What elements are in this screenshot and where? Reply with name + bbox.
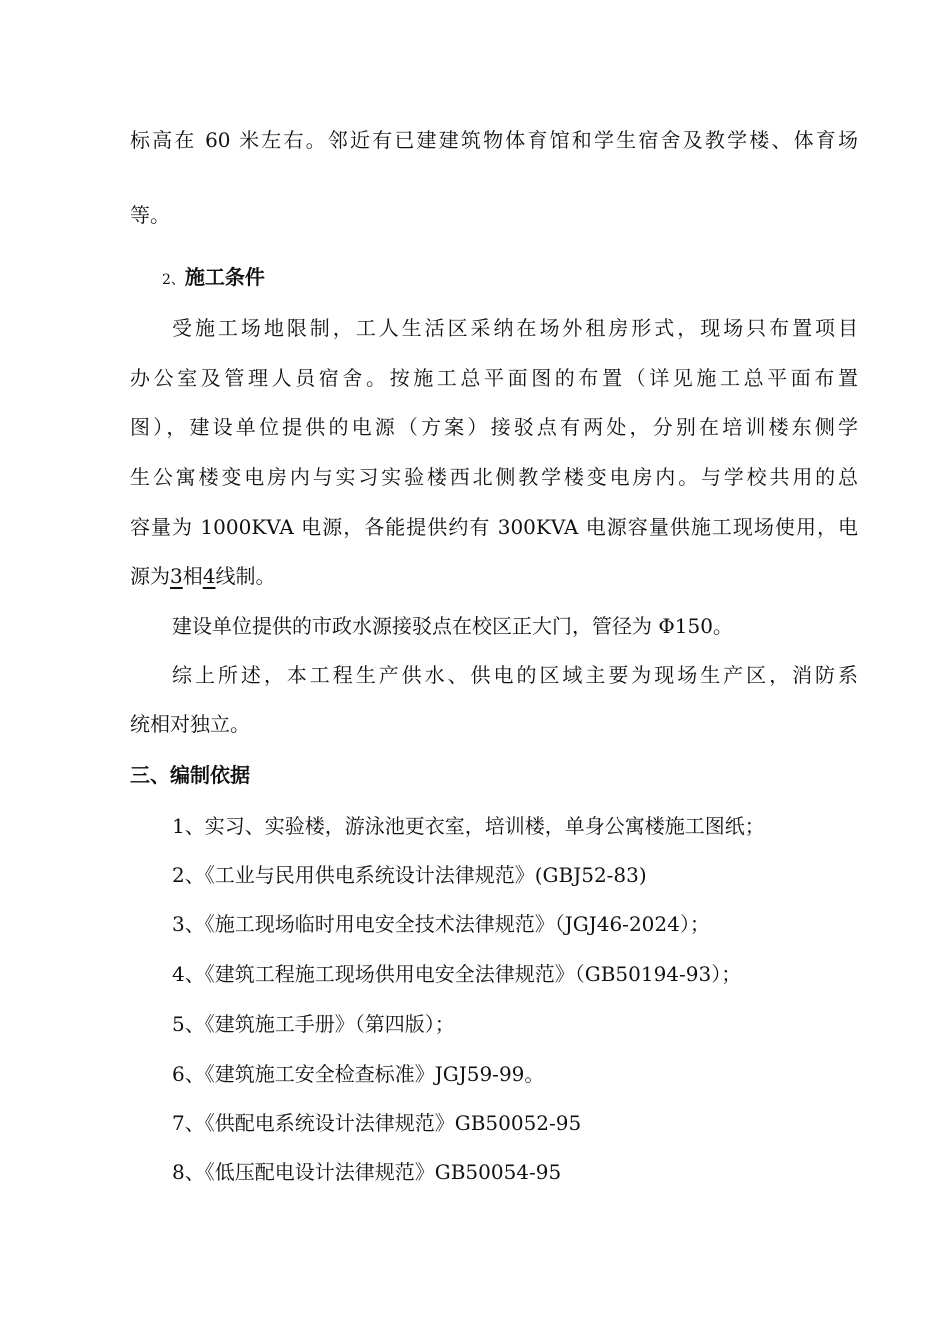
reference-item: 3、《施工现场临时用电安全技术法律规范》（JGJ46-2024）； [172,912,710,936]
summary-line: 统相对独立。 [130,712,250,736]
summary-line: 综上所述，本工程生产供水、供电的区域主要为现场生产区，消防系 [172,663,858,687]
reference-item: 5、《建筑施工手册》（第四版）； [172,1012,455,1036]
reference-item: 4、《建筑工程施工现场供用电安全法律规范》（GB50194-93）； [172,962,742,986]
section-2-title: 施工条件 [184,265,265,289]
section-2-number: 2、 [162,272,185,288]
reference-item: 7、《供配电系统设计法律规范》GB50052-95 [172,1111,582,1135]
paragraph-line: 图），建设单位提供的电源（方案）接驳点有两处，分别在培训楼东侧学 [130,415,858,439]
wiring-suffix: 线制。 [215,564,276,588]
phase-count: 3 [170,564,183,588]
wiring-mid: 相 [182,564,203,588]
intro-line-1: 标高在 60 米左右。邻近有已建建筑物体育馆和学生宿舍及教学楼、体育场 [130,128,858,152]
paragraph-line: 受施工场地限制，工人生活区采纳在场外租房形式，现场只布置项目 [172,316,858,340]
paragraph-line: 生公寓楼变电房内与实习实验楼西北侧教学楼变电房内。与学校共用的总 [130,465,858,489]
paragraph-line: 办公室及管理人员宿舍。按施工总平面图的布置（详见施工总平面布置 [130,366,858,390]
reference-item: 1、实习、实验楼，游泳池更衣室，培训楼，单身公寓楼施工图纸； [172,814,765,838]
water-source-paragraph: 建设单位提供的市政水源接驳点在校区正大门，管径为 Φ150。 [172,614,733,638]
paragraph-line-wiring [130,564,275,588]
intro-line-2: 等。 [130,203,170,227]
section-3-title: 三、编制依据 [130,763,250,787]
paragraph-line: 容量为 1000KVA 电源，各能提供约有 300KVA 电源容量供施工现场使用，电 [130,515,858,539]
wire-count: 4 [202,564,216,588]
section-2-heading [162,265,265,292]
wiring-prefix: 源为 [130,564,170,588]
reference-item: 6、《建筑施工安全检查标准》JGJ59-99。 [172,1062,545,1086]
reference-item: 2、《工业与民用供电系统设计法律规范》(GBJ52-83) [172,863,647,887]
reference-item: 8、《低压配电设计法律规范》GB50054-95 [172,1160,562,1184]
